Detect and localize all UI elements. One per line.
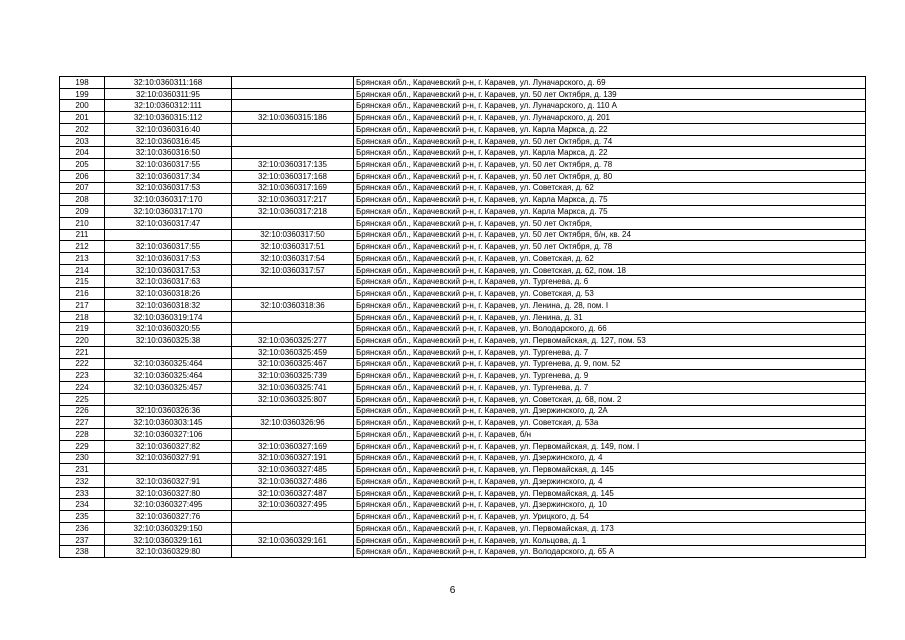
address-cell: Брянская обл., Карачевский р-н, г. Карачев, ул. Карла Маркса, д. 75	[354, 194, 866, 206]
row-number: 221	[60, 346, 105, 358]
land-cadastral-number: 32:10:0360319:174	[105, 311, 232, 323]
row-number: 229	[60, 440, 105, 452]
row-number: 199	[60, 88, 105, 100]
land-cadastral-number: 32:10:0360329:150	[105, 522, 232, 534]
table-row	[60, 194, 866, 206]
land-cadastral-number: 32:10:0360317:53	[105, 253, 232, 265]
row-number: 223	[60, 370, 105, 382]
building-cadastral-number: 32:10:0360325:467	[232, 358, 354, 370]
row-number: 216	[60, 288, 105, 300]
address-cell: Брянская обл., Карачевский р-н, г. Карачев, ул. Володарского, д. 66	[354, 323, 866, 335]
row-number: 236	[60, 522, 105, 534]
table-row	[60, 358, 866, 370]
building-cadastral-number: 32:10:0360326:96	[232, 417, 354, 429]
address-cell: Брянская обл., Карачевский р-н, г. Карачев, ул. Ленина, д. 28, пом. I	[354, 299, 866, 311]
building-cadastral-number: 32:10:0360325:277	[232, 335, 354, 347]
land-cadastral-number: 32:10:0360317:170	[105, 206, 232, 218]
land-cadastral-number	[105, 346, 232, 358]
building-cadastral-number: 32:10:0360327:485	[232, 464, 354, 476]
table-row	[60, 546, 866, 558]
table-row	[60, 417, 866, 429]
address-cell: Брянская обл., Карачевский р-н, г. Карачев, ул. Первомайская, д. 173	[354, 522, 866, 534]
table-row	[60, 123, 866, 135]
table-row	[60, 170, 866, 182]
land-cadastral-number: 32:10:0360325:457	[105, 382, 232, 394]
address-cell: Брянская обл., Карачевский р-н, г. Карачев, ул. 50 лет Октября, д. 139	[354, 88, 866, 100]
address-cell: Брянская обл., Карачевский р-н, г. Карачев, ул. Советская, д. 62, пом. 18	[354, 264, 866, 276]
row-number: 227	[60, 417, 105, 429]
land-cadastral-number: 32:10:0360316:50	[105, 147, 232, 159]
table-row	[60, 253, 866, 265]
building-cadastral-number: 32:10:0360317:51	[232, 241, 354, 253]
row-number: 208	[60, 194, 105, 206]
row-number: 218	[60, 311, 105, 323]
row-number: 235	[60, 511, 105, 523]
building-cadastral-number: 32:10:0360327:191	[232, 452, 354, 464]
building-cadastral-number	[232, 100, 354, 112]
building-cadastral-number: 32:10:0360325:807	[232, 393, 354, 405]
table-row	[60, 511, 866, 523]
table-row	[60, 276, 866, 288]
address-cell: Брянская обл., Карачевский р-н, г. Карачев, ул. Ленина, д. 31	[354, 311, 866, 323]
building-cadastral-number: 32:10:0360317:57	[232, 264, 354, 276]
row-number: 233	[60, 487, 105, 499]
address-cell: Брянская обл., Карачевский р-н, г. Карачев, ул. Карла Маркса, д. 22	[354, 123, 866, 135]
table-row	[60, 288, 866, 300]
building-cadastral-number: 32:10:0360327:486	[232, 475, 354, 487]
address-cell: Брянская обл., Карачевский р-н, г. Карачев, ул. Дзержинского, д. 10	[354, 499, 866, 511]
building-cadastral-number	[232, 123, 354, 135]
building-cadastral-number	[232, 311, 354, 323]
table-row	[60, 229, 866, 241]
row-number: 219	[60, 323, 105, 335]
row-number: 205	[60, 159, 105, 171]
table-row	[60, 429, 866, 441]
row-number: 238	[60, 546, 105, 558]
property-registry-table	[59, 76, 866, 558]
table-row	[60, 311, 866, 323]
building-cadastral-number	[232, 88, 354, 100]
address-cell: Брянская обл., Карачевский р-н, г. Карачев, ул. Кольцова, д. 1	[354, 534, 866, 546]
building-cadastral-number: 32:10:0360327:495	[232, 499, 354, 511]
table-row	[60, 159, 866, 171]
row-number: 226	[60, 405, 105, 417]
building-cadastral-number: 32:10:0360317:218	[232, 206, 354, 218]
address-cell: Брянская обл., Карачевский р-н, г. Карачев, ул. 50 лет Октября, б/н, кв. 24	[354, 229, 866, 241]
table-row	[60, 534, 866, 546]
land-cadastral-number: 32:10:0360316:45	[105, 135, 232, 147]
building-cadastral-number	[232, 288, 354, 300]
building-cadastral-number	[232, 323, 354, 335]
building-cadastral-number	[232, 546, 354, 558]
address-cell: Брянская обл., Карачевский р-н, г. Карачев, ул. 50 лет Октября, д. 74	[354, 135, 866, 147]
row-number: 214	[60, 264, 105, 276]
page-number: 6	[449, 585, 456, 596]
building-cadastral-number: 32:10:0360325:739	[232, 370, 354, 382]
land-cadastral-number: 32:10:0360303:145	[105, 417, 232, 429]
table-row	[60, 522, 866, 534]
land-cadastral-number: 32:10:0360317:63	[105, 276, 232, 288]
building-cadastral-number: 32:10:0360317:217	[232, 194, 354, 206]
land-cadastral-number: 32:10:0360326:36	[105, 405, 232, 417]
table-row	[60, 464, 866, 476]
row-number: 224	[60, 382, 105, 394]
address-cell: Брянская обл., Карачевский р-н, г. Карачев, ул. Советская, д. 62	[354, 182, 866, 194]
land-cadastral-number: 32:10:0360327:495	[105, 499, 232, 511]
row-number: 232	[60, 475, 105, 487]
table-row	[60, 440, 866, 452]
address-cell: Брянская обл., Карачевский р-н, г. Карачев, ул. Советская, д. 53а	[354, 417, 866, 429]
address-cell: Брянская обл., Карачевский р-н, г. Карачев, ул. 50 лет Октября,	[354, 217, 866, 229]
land-cadastral-number: 32:10:0360318:26	[105, 288, 232, 300]
row-number: 204	[60, 147, 105, 159]
address-cell: Брянская обл., Карачевский р-н, г. Карачев, ул. Луначарского, д. 110 А	[354, 100, 866, 112]
registry-body	[60, 77, 866, 558]
building-cadastral-number: 32:10:0360317:168	[232, 170, 354, 182]
land-cadastral-number: 32:10:0360317:170	[105, 194, 232, 206]
land-cadastral-number: 32:10:0360327:106	[105, 429, 232, 441]
building-cadastral-number	[232, 511, 354, 523]
building-cadastral-number: 32:10:0360315:186	[232, 112, 354, 124]
address-cell: Брянская обл., Карачевский р-н, г. Карачев, ул. Советская, д. 68, пом. 2	[354, 393, 866, 405]
row-number: 237	[60, 534, 105, 546]
land-cadastral-number: 32:10:0360317:55	[105, 159, 232, 171]
row-number: 220	[60, 335, 105, 347]
address-cell: Брянская обл., Карачевский р-н, г. Карачев, ул. Урицкого, д. 54	[354, 511, 866, 523]
address-cell: Брянская обл., Карачевский р-н, г. Карачев, ул. Советская, д. 53	[354, 288, 866, 300]
table-row	[60, 264, 866, 276]
row-number: 222	[60, 358, 105, 370]
row-number: 201	[60, 112, 105, 124]
table-row	[60, 370, 866, 382]
building-cadastral-number: 32:10:0360327:487	[232, 487, 354, 499]
table-row	[60, 335, 866, 347]
table-row	[60, 346, 866, 358]
land-cadastral-number: 32:10:0360329:161	[105, 534, 232, 546]
address-cell: Брянская обл., Карачевский р-н, г. Карачев, ул. Тургенева, д. 7	[354, 346, 866, 358]
building-cadastral-number: 32:10:0360327:169	[232, 440, 354, 452]
address-cell: Брянская обл., Карачевский р-н, г. Карачев, ул. 50 лет Октября, д. 80	[354, 170, 866, 182]
land-cadastral-number: 32:10:0360317:47	[105, 217, 232, 229]
building-cadastral-number: 32:10:0360318:36	[232, 299, 354, 311]
land-cadastral-number: 32:10:0360327:82	[105, 440, 232, 452]
row-number: 234	[60, 499, 105, 511]
address-cell: Брянская обл., Карачевский р-н, г. Карачев, ул. Дзержинского, д. 4	[354, 475, 866, 487]
building-cadastral-number	[232, 405, 354, 417]
land-cadastral-number: 32:10:0360325:464	[105, 358, 232, 370]
table-row	[60, 299, 866, 311]
address-cell: Брянская обл., Карачевский р-н, г. Карачев, ул. Тургенева, д. 9, пом. 52	[354, 358, 866, 370]
building-cadastral-number: 32:10:0360329:161	[232, 534, 354, 546]
land-cadastral-number: 32:10:0360317:34	[105, 170, 232, 182]
building-cadastral-number	[232, 217, 354, 229]
row-number: 231	[60, 464, 105, 476]
address-cell: Брянская обл., Карачевский р-н, г. Карачев, ул. Советская, д. 62	[354, 253, 866, 265]
row-number: 213	[60, 253, 105, 265]
building-cadastral-number	[232, 276, 354, 288]
land-cadastral-number: 32:10:0360311:168	[105, 77, 232, 89]
address-cell: Брянская обл., Карачевский р-н, г. Карачев, ул. Карла Маркса, д. 75	[354, 206, 866, 218]
table-row	[60, 405, 866, 417]
address-cell: Брянская обл., Карачевский р-н, г. Карачев, ул. 50 лет Октября, д. 78	[354, 159, 866, 171]
building-cadastral-number: 32:10:0360317:169	[232, 182, 354, 194]
address-cell: Брянская обл., Карачевский р-н, г. Карачев, ул. Первомайская, д. 145	[354, 464, 866, 476]
land-cadastral-number: 32:10:0360312:111	[105, 100, 232, 112]
building-cadastral-number	[232, 522, 354, 534]
land-cadastral-number: 32:10:0360317:55	[105, 241, 232, 253]
row-number: 230	[60, 452, 105, 464]
row-number: 228	[60, 429, 105, 441]
table-row	[60, 382, 866, 394]
land-cadastral-number: 32:10:0360320:55	[105, 323, 232, 335]
table-row	[60, 206, 866, 218]
table-row	[60, 487, 866, 499]
row-number: 209	[60, 206, 105, 218]
row-number: 211	[60, 229, 105, 241]
table-row	[60, 499, 866, 511]
land-cadastral-number: 32:10:0360316:40	[105, 123, 232, 135]
building-cadastral-number	[232, 429, 354, 441]
row-number: 200	[60, 100, 105, 112]
land-cadastral-number	[105, 393, 232, 405]
land-cadastral-number	[105, 229, 232, 241]
table-row	[60, 100, 866, 112]
table-row	[60, 182, 866, 194]
table-row	[60, 147, 866, 159]
address-cell: Брянская обл., Карачевский р-н, г. Карачев, ул. Дзержинского, д. 2А	[354, 405, 866, 417]
table-row	[60, 393, 866, 405]
land-cadastral-number: 32:10:0360327:91	[105, 452, 232, 464]
table-row	[60, 452, 866, 464]
table-row	[60, 88, 866, 100]
table-row	[60, 241, 866, 253]
land-cadastral-number: 32:10:0360315:112	[105, 112, 232, 124]
address-cell: Брянская обл., Карачевский р-н, г. Карачев, ул. Луначарского, д. 201	[354, 112, 866, 124]
table-row	[60, 77, 866, 89]
building-cadastral-number	[232, 147, 354, 159]
address-cell: Брянская обл., Карачевский р-н, г. Карачев, ул. Володарского, д. 65 А	[354, 546, 866, 558]
table-row	[60, 217, 866, 229]
row-number: 203	[60, 135, 105, 147]
building-cadastral-number: 32:10:0360325:459	[232, 346, 354, 358]
land-cadastral-number: 32:10:0360318:32	[105, 299, 232, 311]
row-number: 215	[60, 276, 105, 288]
building-cadastral-number	[232, 135, 354, 147]
building-cadastral-number: 32:10:0360317:50	[232, 229, 354, 241]
table-row	[60, 475, 866, 487]
land-cadastral-number: 32:10:0360329:80	[105, 546, 232, 558]
row-number: 198	[60, 77, 105, 89]
address-cell: Брянская обл., Карачевский р-н, г. Карачев, ул. Дзержинского, д. 4	[354, 452, 866, 464]
address-cell: Брянская обл., Карачевский р-н, г. Карачев, ул. Тургенева, д. 6	[354, 276, 866, 288]
land-cadastral-number	[105, 464, 232, 476]
row-number: 217	[60, 299, 105, 311]
address-cell: Брянская обл., Карачевский р-н, г. Карачев, ул. 50 лет Октября, д. 78	[354, 241, 866, 253]
building-cadastral-number: 32:10:0360317:54	[232, 253, 354, 265]
address-cell: Брянская обл., Карачевский р-н, г. Карачев, б/н	[354, 429, 866, 441]
building-cadastral-number	[232, 77, 354, 89]
building-cadastral-number: 32:10:0360317:135	[232, 159, 354, 171]
row-number: 225	[60, 393, 105, 405]
address-cell: Брянская обл., Карачевский р-н, г. Карачев, ул. Луначарского, д. 69	[354, 77, 866, 89]
address-cell: Брянская обл., Карачевский р-н, г. Карачев, ул. Карла Маркса, д. 22	[354, 147, 866, 159]
land-cadastral-number: 32:10:0360317:53	[105, 264, 232, 276]
table-row	[60, 112, 866, 124]
address-cell: Брянская обл., Карачевский р-н, г. Карачев, ул. Первомайская, д. 145	[354, 487, 866, 499]
table-row	[60, 323, 866, 335]
land-cadastral-number: 32:10:0360311:95	[105, 88, 232, 100]
land-cadastral-number: 32:10:0360325:464	[105, 370, 232, 382]
land-cadastral-number: 32:10:0360327:80	[105, 487, 232, 499]
row-number: 212	[60, 241, 105, 253]
building-cadastral-number: 32:10:0360325:741	[232, 382, 354, 394]
address-cell: Брянская обл., Карачевский р-н, г. Карачев, ул. Первомайская, д. 127, пом. 53	[354, 335, 866, 347]
row-number: 202	[60, 123, 105, 135]
land-cadastral-number: 32:10:0360327:76	[105, 511, 232, 523]
row-number: 210	[60, 217, 105, 229]
address-cell: Брянская обл., Карачевский р-н, г. Карачев, ул. Тургенева, д. 9	[354, 370, 866, 382]
row-number: 207	[60, 182, 105, 194]
land-cadastral-number: 32:10:0360325:38	[105, 335, 232, 347]
land-cadastral-number: 32:10:0360327:91	[105, 475, 232, 487]
row-number: 206	[60, 170, 105, 182]
land-cadastral-number: 32:10:0360317:53	[105, 182, 232, 194]
address-cell: Брянская обл., Карачевский р-н, г. Карачев, ул. Тургенева, д. 7	[354, 382, 866, 394]
table-row	[60, 135, 866, 147]
address-cell: Брянская обл., Карачевский р-н, г. Карачев, ул. Первомайская, д. 149, пом. I	[354, 440, 866, 452]
